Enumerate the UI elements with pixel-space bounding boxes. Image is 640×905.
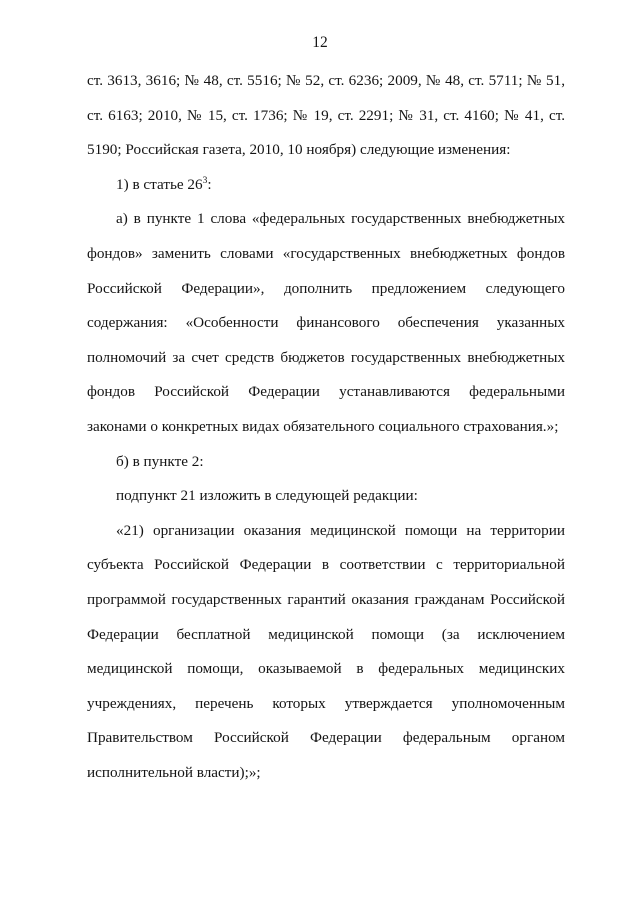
document-body (87, 64, 565, 790)
article-superscript: 3 (202, 175, 208, 186)
article-colon: : (207, 175, 212, 193)
paragraph-subitem-21-end: исполнительной власти);»; (87, 763, 261, 781)
paragraph-item-a: а) в пункте 1 слова «федеральных государственных внебюджетных фондов» заменить словами «государственных внебюджетных фондов Российской Федерации», дополнить предложением следующего содержания: «Особенности финансового обеспечения указанных полномочий за счет средств бюджетов государственных внебюджетных фондов Российской Федерации устанавливаются федеральными законами о конкретных видах обязательного социального страхования.»; (87, 210, 565, 435)
paragraph-subitem-21-intro: подпункт 21 изложить в следующей редакции: (116, 487, 418, 505)
paragraph-item-b: б) в пункте 2: (116, 452, 204, 470)
article-label: 1) в статье 26 (116, 175, 203, 193)
paragraph-amendment-sources: ст. 3613, 3616; № 48, ст. 5516; № 52, ст. 6236; 2009, № 48, ст. 5711; № 51, ст. 6163; 2010, № 15, ст. 1736; № 19, ст. 2291; № 31, ст. 4160; № 41, ст. 5190; Российская газета, 2010, 10 ноября) следующие изменения: (87, 72, 565, 159)
page-number: 12 (312, 34, 328, 51)
paragraph-article-26-3 (87, 168, 565, 203)
paragraph-subitem-21-text: «21) организации оказания медицинской помощи на территории субъекта Российской Федерации в соответствии с территориальной программой государственных гарантий оказания гражданам Российской Федерации бесплатной медицинской помощи (за исключением медицинской помощи, оказываемой в федеральных медицинских учреждениях, перечень которых утверждается уполномоченным Правительством Российской Федерации федеральным органом (87, 521, 565, 747)
